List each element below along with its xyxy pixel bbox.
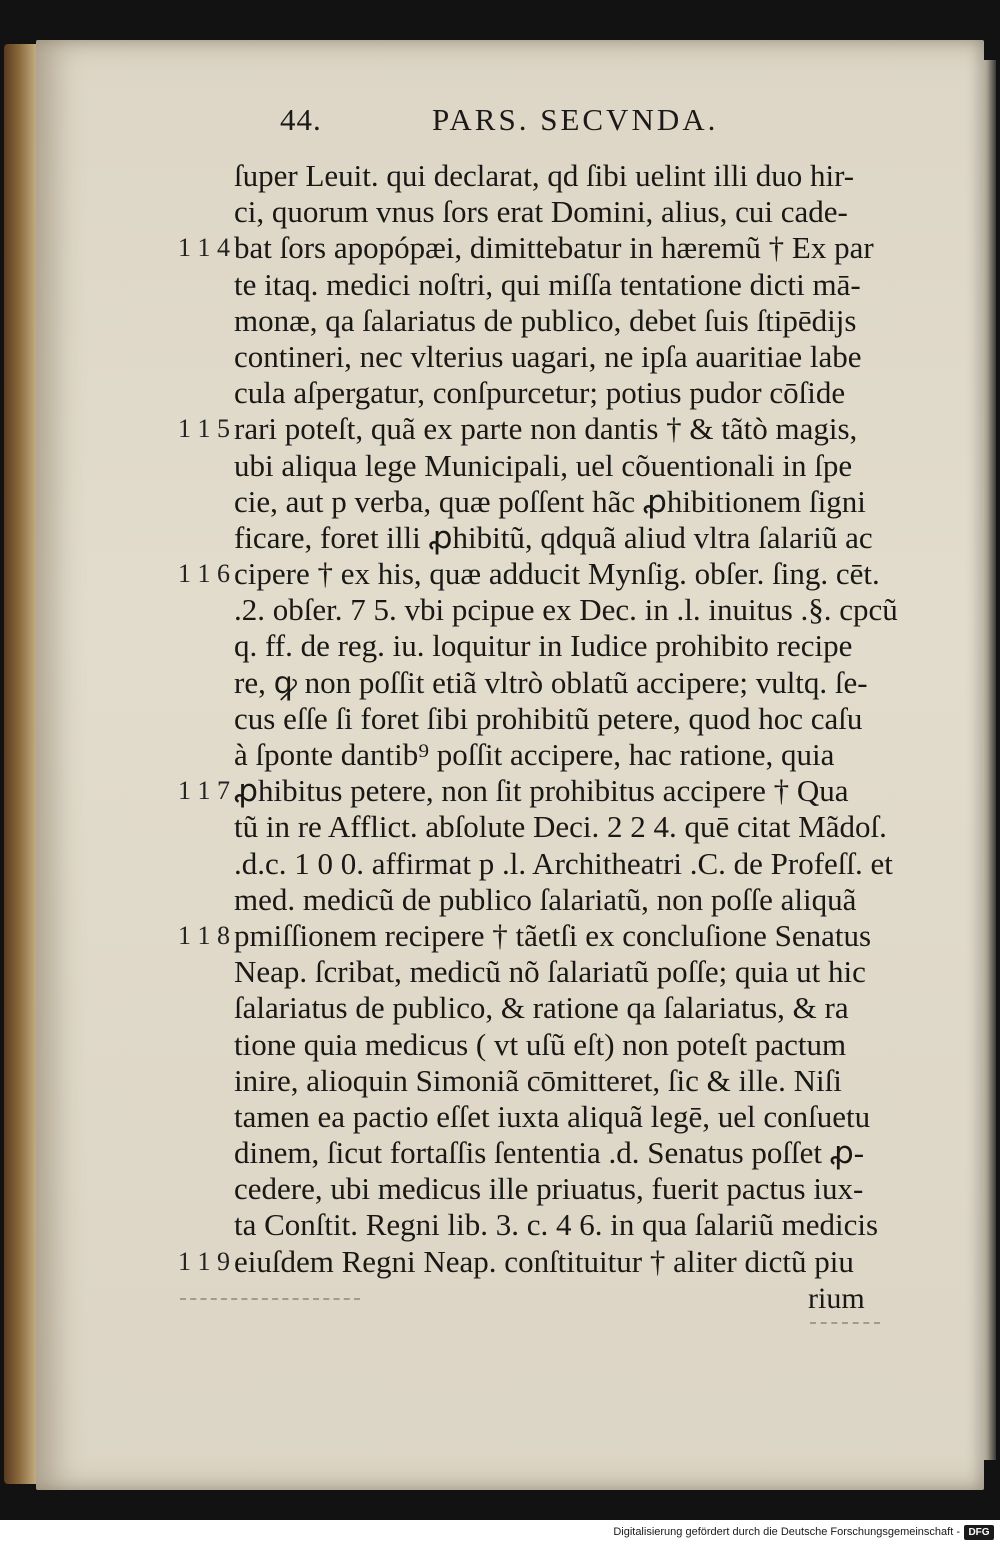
line-text: bat ſors apopópæi, dimittebatur in hæremũ † Ex par <box>234 230 874 266</box>
footer-bar <box>0 1520 1000 1546</box>
text-line <box>234 882 956 918</box>
text-line <box>234 484 956 520</box>
line-text: à ſponte dantib⁹ poſſit accipere, hac ratione, quia <box>234 737 835 772</box>
text-line <box>234 1171 956 1207</box>
line-text: cipere † ex his, quæ adducit Mynſig. obſer. ſing. cēt. <box>234 556 880 592</box>
line-text: med. medicũ de publico ſalariatũ, non poſſe aliquã <box>234 881 857 917</box>
text-line <box>234 267 956 303</box>
line-text: tũ in re Afflict. abſolute Deci. 2 2 4. quē citat Mãdoſ. <box>234 809 887 845</box>
margin-number: 1 1 9 <box>178 1246 230 1276</box>
line-text: eiuſdem Regni Neap. conſtituitur † aliter dictũ piu <box>234 1243 854 1279</box>
text-line <box>234 1063 956 1099</box>
line-text: cus eſſe ſi foret ſibi prohibitũ petere, quod hoc caſu <box>234 700 863 736</box>
margin-number: 1 1 6 <box>178 559 230 589</box>
line-text: ci, quorum vnus ſors erat Domini, alius, cui cade- <box>234 194 848 230</box>
text-line <box>178 230 956 266</box>
text-line <box>234 990 956 1026</box>
text-line <box>234 846 956 882</box>
text-line <box>234 737 956 773</box>
text-line <box>234 194 956 230</box>
line-text: monæ, qa ſalariatus de publico, debet ſuis ſtipēdijs <box>234 302 857 338</box>
line-text: rari poteſt, quã ex parte non dantis † & tãtò magis, <box>234 411 858 447</box>
text-line <box>234 339 956 375</box>
text-line <box>178 411 956 447</box>
text-line <box>178 556 956 592</box>
line-text: q. ff. de reg. iu. loquitur in Iudice prohibito recipe <box>234 628 853 664</box>
line-text: ſuper Leuit. qui declarat, qd ſibi uelint illi duo hir- <box>234 158 855 193</box>
line-text: .d.c. 1 0 0. affirmat p .l. Architheatri .C. de Profeſſ. et <box>234 845 893 881</box>
text-line <box>234 448 956 484</box>
book-edge-left <box>4 44 38 1484</box>
line-text: tamen ea pactio eſſet iuxta aliquã legē, uel conſuetu <box>234 1098 871 1134</box>
text-line <box>234 809 956 845</box>
text-line <box>234 665 956 701</box>
page-number: 44. <box>280 102 322 137</box>
line-text: pmiſſionem recipere † tãetſi ex concluſione Senatus <box>234 917 872 953</box>
funding-credit: Digitalisierung gefördert durch die Deutsche Forschungsgemeinschaft - <box>613 1526 960 1538</box>
text-line <box>178 1243 956 1280</box>
margin-number: 1 1 8 <box>178 920 230 950</box>
line-text: .2. obſer. 7 5. vbi pcipue ex Dec. in .l. inuitus .§. cpcũ <box>234 592 898 628</box>
line-text: Neap. ſcribat, medicũ nõ ſalariatũ poſſe; quia ut hic <box>234 954 866 990</box>
text-line <box>178 773 956 809</box>
line-text: ta Conſtit. Regni lib. 3. c. 4 6. in qua ſalariũ medicis <box>234 1207 879 1243</box>
text-line <box>234 1099 956 1135</box>
line-text: re, ꝙ non poſſit etiã vltrò oblatũ accipere; vultq. ſe- <box>234 664 868 700</box>
bottom-rule-right <box>810 1322 880 1324</box>
line-text: ubi aliqua lege Municipali, uel cõuentionali in ſpe <box>234 447 853 483</box>
line-text: inire, alioquin Simoniã cōmitteret, ſic & ille. Niſi <box>234 1062 842 1098</box>
text-line <box>234 628 956 664</box>
line-text: cedere, ubi medicus ille priuatus, fuerit pactus iux- <box>234 1171 864 1207</box>
line-text: cie, aut p verba, quæ poſſent hãc ꝓhibitionem ſigni <box>234 483 866 519</box>
margin-number: 1 1 7 <box>178 776 230 806</box>
text-line <box>234 1135 956 1171</box>
line-text: tione quia medicus ( vt uſũ eſt) non poteſt pactum <box>234 1026 847 1062</box>
line-text: te itaq. medici noſtri, qui miſſa tentatione dicti mā- <box>234 266 861 302</box>
line-text: ficare, foret illi ꝓhibitũ, qdquã aliud vltra ſalariũ ac <box>234 519 873 555</box>
line-text: contineri, nec vlterius uagari, ne ipſa auaritiae labe <box>234 338 862 374</box>
line-text: ꝓhibitus petere, non ſit prohibitus accipere † Qua <box>234 773 849 809</box>
margin-number: 1 1 5 <box>178 414 230 444</box>
catchword: rium <box>808 1282 865 1315</box>
body-text <box>178 158 956 1280</box>
line-text: dinem, ſicut fortaſſis ſententia .d. Senatus poſſet ꝓ- <box>234 1135 865 1171</box>
text-line <box>234 375 956 411</box>
text-line <box>178 917 956 954</box>
text-line <box>234 701 956 737</box>
dfg-logo: DFG <box>964 1525 994 1540</box>
text-line <box>234 303 956 339</box>
line-text: ſalariatus de publico, & ratione qa ſalariatus, & ra <box>234 990 849 1026</box>
text-line <box>234 954 956 990</box>
text-line <box>234 592 956 628</box>
margin-number: 1 1 4 <box>178 233 230 263</box>
running-head <box>270 102 770 142</box>
text-line <box>234 520 956 556</box>
bottom-rule-left <box>180 1298 360 1300</box>
line-text: cula aſpergatur, conſpurcetur; potius pudor cōſide <box>234 375 846 411</box>
text-line <box>234 158 956 194</box>
text-line <box>234 1027 956 1063</box>
text-line <box>234 1207 956 1243</box>
section-title: PARS. SECVNDA. <box>432 102 719 137</box>
